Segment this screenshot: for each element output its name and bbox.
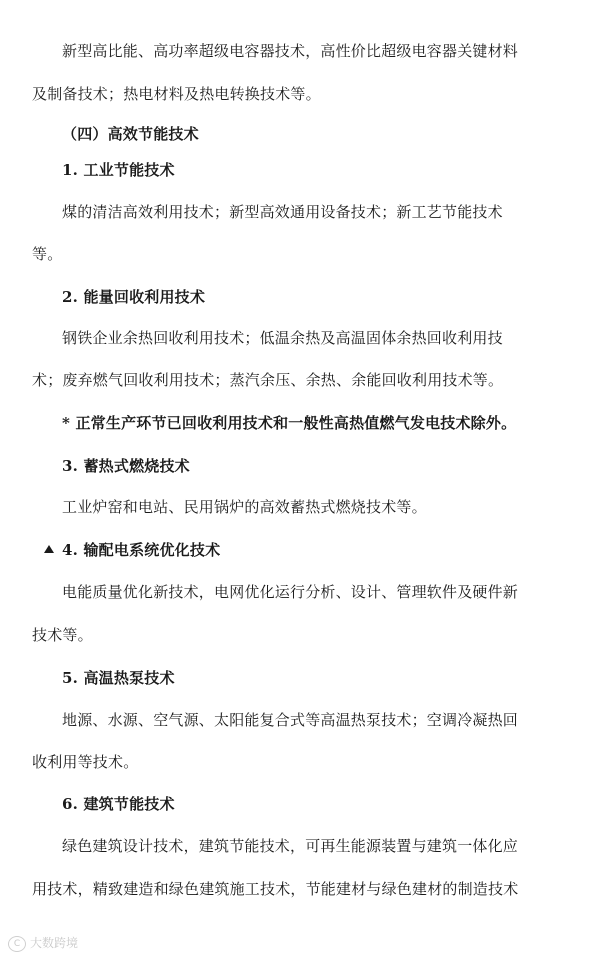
- section-heading: （四）高效节能技术: [62, 125, 199, 143]
- paragraph-line: 术；废弃燃气回收利用技术；蒸汽余压、余热、余能回收利用技术等。: [32, 371, 504, 389]
- paragraph-line: 用技术，精致建造和绿色建筑施工技术，节能建材与绿色建材的制造技术: [32, 880, 519, 898]
- paragraph-line: 煤的清洁高效利用技术；新型高效通用设备技术；新工艺节能技术: [62, 203, 503, 221]
- subsection-heading: 3. 蓄热式燃烧技术: [62, 457, 190, 475]
- paragraph-line: 新型高比能、高功率超级电容器技术，高性价比超级电容器关键材料: [62, 42, 519, 60]
- watermark-logo-icon: C: [8, 936, 26, 952]
- paragraph-line: 及制备技术；热电材料及热电转换技术等。: [32, 85, 321, 103]
- subsection-heading: 1. 工业节能技术: [62, 161, 175, 179]
- paragraph-line: 收利用等技术。: [32, 753, 139, 771]
- collapse-triangle-icon[interactable]: [44, 545, 54, 553]
- watermark-text: 大数跨境: [30, 936, 79, 950]
- note-line: * 正常生产环节已回收利用技术和一般性高热值燃气发电技术除外。: [62, 414, 517, 432]
- paragraph-line: 技术等。: [32, 626, 93, 644]
- paragraph-line: 工业炉窑和电站、民用锅炉的高效蓄热式燃烧技术等。: [62, 498, 427, 516]
- subsection-heading: 2. 能量回收利用技术: [62, 288, 206, 306]
- subsection-heading: 4. 输配电系统优化技术: [62, 541, 221, 559]
- paragraph-line: 地源、水源、空气源、太阳能复合式等高温热泵技术；空调冷凝热回: [62, 711, 519, 729]
- watermark: [8, 934, 78, 952]
- paragraph-line: 等。: [32, 245, 63, 263]
- paragraph-line: 电能质量优化新技术，电网优化运行分析、设计、管理软件及硬件新: [62, 583, 519, 601]
- paragraph-line: 钢铁企业余热回收利用技术；低温余热及高温固体余热回收利用技: [62, 329, 503, 347]
- subsection-heading: 5. 高温热泵技术: [62, 669, 175, 687]
- subsection-heading: 6. 建筑节能技术: [62, 795, 175, 813]
- paragraph-line: 绿色建筑设计技术，建筑节能技术，可再生能源装置与建筑一体化应: [62, 837, 519, 855]
